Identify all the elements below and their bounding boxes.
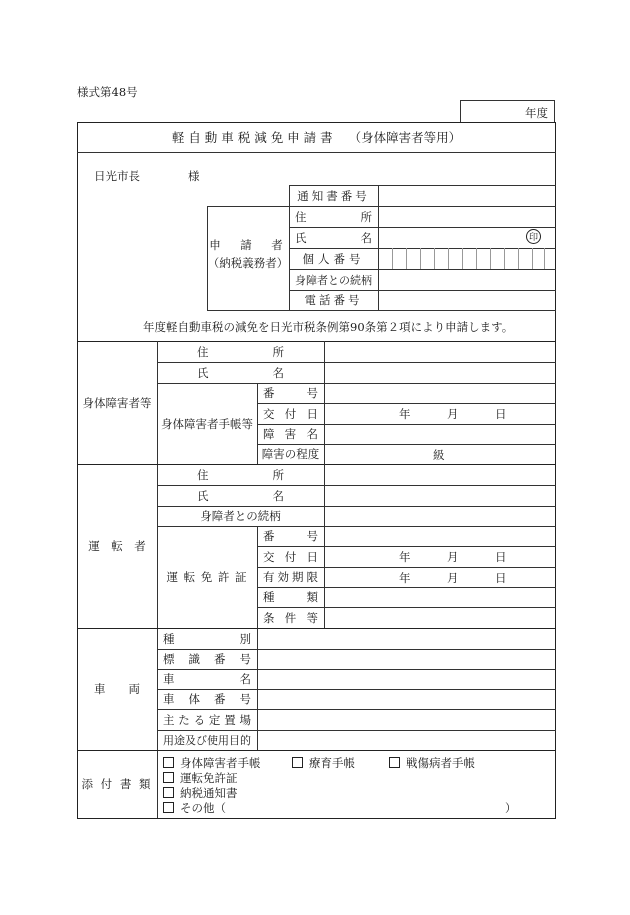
applicant-name-field[interactable] xyxy=(379,228,519,248)
applicant-label: 申 請 者 xyxy=(209,238,287,252)
label-text xyxy=(163,671,251,687)
seal-icon: 印 xyxy=(526,229,541,244)
label-char: 住 xyxy=(197,467,209,482)
label-text xyxy=(263,426,318,442)
driver-relation-label: 身障者との続柄 xyxy=(200,509,281,523)
label-char: 名 xyxy=(306,427,318,441)
label-char: 氏 xyxy=(197,365,209,380)
label-text xyxy=(263,528,318,544)
label-char: 主 xyxy=(163,712,175,727)
notice-number-field[interactable] xyxy=(379,186,555,206)
label-char: 所 xyxy=(272,467,284,482)
label-char: 住 xyxy=(295,209,307,224)
month-unit: 月 xyxy=(447,407,459,421)
label-char: 号 xyxy=(239,652,251,666)
label-char: 標 xyxy=(163,652,175,666)
notice-number-label: 通知書番号 xyxy=(297,188,370,203)
label-char: 日 xyxy=(306,549,318,564)
form-title xyxy=(77,122,556,152)
label-char: 氏 xyxy=(197,488,209,503)
checkbox-icon[interactable] xyxy=(163,787,174,798)
label-char: 車 xyxy=(163,692,175,706)
mayor-label: 日光市長 xyxy=(94,169,140,183)
main-place-field[interactable] xyxy=(258,710,555,730)
vehicle-type-label xyxy=(157,628,257,649)
label-char: 氏 xyxy=(295,230,307,245)
label-char: 番 xyxy=(263,529,275,543)
day-unit: 日 xyxy=(495,570,507,585)
label-char: 限 xyxy=(306,570,318,584)
checkbox-icon[interactable] xyxy=(292,757,303,768)
label-char: 類 xyxy=(306,590,318,604)
day-unit: 日 xyxy=(495,407,507,421)
form-title-sub: （身体障害者等用） xyxy=(348,130,462,145)
fiscal-year-box[interactable] xyxy=(460,100,555,122)
form-number: 様式第48号 xyxy=(77,85,138,99)
applicant-relation-label: 身障者との続柄 xyxy=(295,273,372,287)
label-text xyxy=(163,712,251,728)
phone-label: 電話番号 xyxy=(304,293,363,307)
label-char: た xyxy=(178,712,190,727)
label-char: 所 xyxy=(272,344,284,359)
disability-name-label xyxy=(257,424,324,444)
vehicle-model-label xyxy=(157,669,257,689)
label-char: 場 xyxy=(239,712,251,727)
disability-name-field[interactable] xyxy=(325,425,555,444)
label-text xyxy=(263,385,318,401)
label-char: 置 xyxy=(224,712,236,727)
label-char: 件 xyxy=(284,610,297,625)
vehicle-type-field[interactable] xyxy=(258,629,555,649)
label-char: 日 xyxy=(306,406,318,421)
attachment-rehab-handbook[interactable] xyxy=(292,755,355,771)
month-unit: 月 xyxy=(447,570,459,585)
checkbox-icon[interactable] xyxy=(163,757,174,768)
disabled-name-field[interactable] xyxy=(325,363,555,383)
vehicle-section-label: 車 両 xyxy=(94,682,140,696)
label-char: 番 xyxy=(214,652,226,666)
plate-number-label xyxy=(157,649,257,669)
grade-unit: 級 xyxy=(433,447,445,462)
attachments-section-label: 添 付 書 類 xyxy=(81,777,153,791)
purpose-label: 用途及び使用目的 xyxy=(163,734,251,747)
declaration-text: 年度軽自動車税の減免を日光市税条例第90条第２項により申請します。 xyxy=(143,320,514,334)
disabled-section-label: 身体障害者等 xyxy=(82,395,152,410)
attachment-drivers-license[interactable] xyxy=(163,770,238,786)
label-char: 号 xyxy=(306,529,318,543)
attachment-tax-notice[interactable] xyxy=(163,785,238,801)
label-char: 体 xyxy=(188,692,200,706)
day-unit: 日 xyxy=(495,550,507,564)
label-char: 付 xyxy=(284,406,297,421)
purpose-field[interactable] xyxy=(258,731,555,750)
license-expiry-date-field[interactable] xyxy=(325,568,555,587)
label-text xyxy=(163,651,251,667)
body-number-field[interactable] xyxy=(258,690,555,709)
plate-number-field[interactable] xyxy=(258,650,555,669)
attachment-label: 療育手帳 xyxy=(309,756,355,770)
license-number-label xyxy=(257,526,324,546)
label-char: 号 xyxy=(306,386,318,400)
label-char: 付 xyxy=(284,549,297,564)
individual-number-field[interactable] xyxy=(379,249,555,269)
label-text xyxy=(263,569,318,585)
label-text xyxy=(295,230,372,246)
honorific-label: 様 xyxy=(188,169,200,183)
divider xyxy=(77,152,556,153)
label-char: 有 xyxy=(263,570,275,584)
label-text xyxy=(197,488,284,504)
year-unit: 年 xyxy=(399,407,411,421)
driver-address-label xyxy=(157,464,324,485)
label-char: 名 xyxy=(272,488,284,503)
label-char: 害 xyxy=(284,427,297,441)
label-char: 番 xyxy=(263,386,275,400)
label-char: 交 xyxy=(263,549,275,564)
driver-name-field[interactable] xyxy=(325,486,555,506)
checkbox-icon[interactable] xyxy=(163,772,174,783)
label-text xyxy=(163,691,251,707)
label-char: 期 xyxy=(292,570,304,584)
label-text xyxy=(197,344,284,360)
label-text xyxy=(163,631,251,647)
handbook-label: 身体障害者手帳等 xyxy=(161,416,253,431)
label-char: 障 xyxy=(263,427,275,441)
attachment-label: その他（ xyxy=(180,801,226,815)
handbook-number-field[interactable] xyxy=(325,384,555,403)
attachment-disability-handbook[interactable] xyxy=(163,755,261,771)
license-label: 運 転 免 許 証 xyxy=(166,570,248,584)
label-char: 名 xyxy=(239,672,251,686)
main-place-label xyxy=(157,709,257,730)
license-type-label xyxy=(257,587,324,607)
label-char: 番 xyxy=(214,692,226,706)
driver-address-field[interactable] xyxy=(325,465,555,485)
label-char: 種 xyxy=(163,631,175,646)
license-conditions-field[interactable] xyxy=(325,608,555,628)
label-text xyxy=(197,365,284,381)
label-text xyxy=(263,589,318,605)
label-char: 名 xyxy=(360,230,372,245)
label-char: 名 xyxy=(272,365,284,380)
driver-section-label: 運 転 者 xyxy=(88,539,146,553)
form-title-main: 軽 自 動 車 税 減 免 申 請 書 xyxy=(171,130,333,145)
label-char: 住 xyxy=(197,344,209,359)
checkbox-icon[interactable] xyxy=(163,802,174,813)
label-text xyxy=(197,467,284,483)
disability-degree-label: 障害の程度 xyxy=(261,447,320,461)
phone-field[interactable] xyxy=(379,291,555,310)
year-unit: 年 xyxy=(399,550,411,564)
handbook-issue-label xyxy=(257,403,324,424)
disabled-name-label xyxy=(157,362,324,383)
label-char: 条 xyxy=(263,610,275,625)
applicant-address-label xyxy=(289,206,378,227)
handbook-issue-date-field[interactable] xyxy=(325,404,555,424)
attachment-label: 身体障害者手帳 xyxy=(180,756,261,770)
label-char: 車 xyxy=(163,672,175,686)
license-type-field[interactable] xyxy=(325,588,555,607)
license-conditions-label xyxy=(257,607,324,628)
label-text xyxy=(295,209,372,225)
label-char: 所 xyxy=(360,209,372,224)
license-number-field[interactable] xyxy=(325,527,555,546)
disabled-address-field[interactable] xyxy=(325,342,555,362)
attachment-other[interactable] xyxy=(163,800,226,816)
label-char: 別 xyxy=(239,631,251,646)
label-char: 号 xyxy=(239,692,251,706)
label-char: 等 xyxy=(306,610,318,625)
disability-grade-field[interactable] xyxy=(325,445,555,464)
handbook-number-label xyxy=(257,383,324,403)
driver-name-label xyxy=(157,485,324,506)
license-expiry-label xyxy=(257,567,324,587)
vehicle-model-field[interactable] xyxy=(258,670,555,689)
attachment-label: 戦傷病者手帳 xyxy=(406,756,475,770)
attachment-other-close: ） xyxy=(505,801,517,815)
year-unit: 年 xyxy=(399,570,411,585)
label-char: 効 xyxy=(277,570,289,584)
license-issue-label xyxy=(257,546,324,567)
label-char: 種 xyxy=(263,590,275,604)
taxpayer-label: （納税義務者） xyxy=(207,256,289,270)
attachment-label: 運転免許証 xyxy=(180,771,238,785)
divider xyxy=(207,310,556,311)
attachment-label: 納税通知書 xyxy=(180,786,238,800)
individual-number-label: 個人番号 xyxy=(302,251,365,266)
body-number-label xyxy=(157,689,257,709)
label-text xyxy=(263,549,318,565)
driver-relation-field[interactable] xyxy=(325,507,555,526)
applicant-relation-field[interactable] xyxy=(379,270,555,290)
disabled-address-label xyxy=(157,341,324,362)
applicant-name-label xyxy=(289,227,378,248)
license-issue-date-field[interactable] xyxy=(325,547,555,567)
label-char: る xyxy=(193,712,206,727)
label-char: 識 xyxy=(188,652,200,666)
attachment-war-wounded-handbook[interactable] xyxy=(389,755,475,771)
label-char: 定 xyxy=(208,712,221,727)
month-unit: 月 xyxy=(447,550,459,564)
checkbox-icon[interactable] xyxy=(389,757,400,768)
label-text xyxy=(263,406,318,422)
year-label: 年度 xyxy=(525,106,548,120)
label-text xyxy=(263,610,318,626)
applicant-address-field[interactable] xyxy=(379,207,555,227)
label-char: 交 xyxy=(263,406,275,421)
